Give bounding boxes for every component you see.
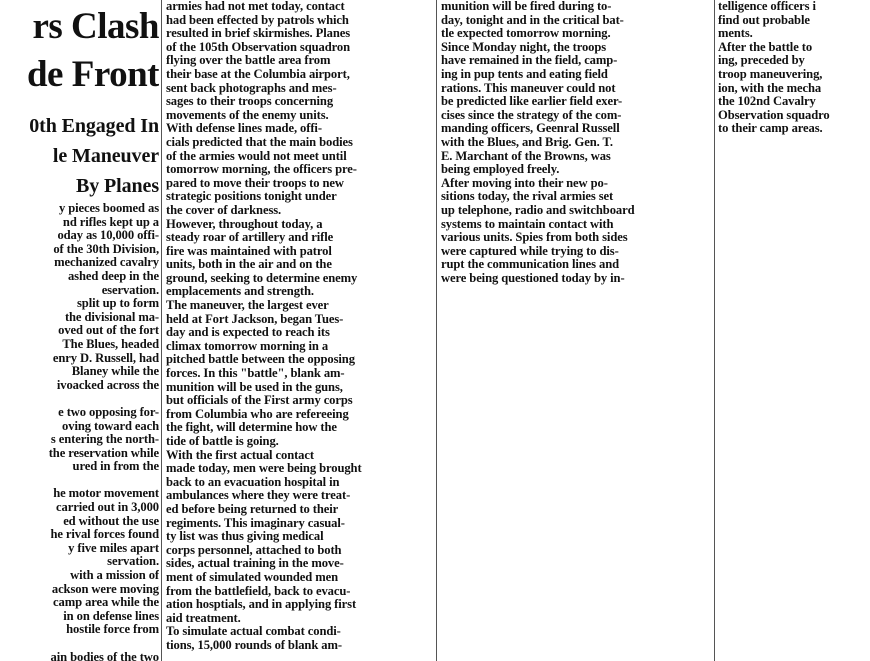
text-line: to their camp areas. [718,121,823,136]
text-line: telligence officers i [718,0,816,13]
text-line: emplacements and strength. [166,284,314,299]
text-line: servation. [107,554,159,569]
text-line: made today, men were being brought [166,461,362,476]
text-line: flying over the battle area from [166,53,331,68]
column-1-text [0,202,159,661]
text-line: their base at the Columbia airport, [166,66,350,81]
text-line: the 102nd Cavalry [718,94,816,109]
text-line: tomorrow morning, the officers pre- [166,162,357,177]
text-line: climax tomorrow morning in a [166,338,329,353]
text-line: but officials of the First army corps [166,393,353,408]
text-line: from the battlefield, back to evacu- [166,583,351,598]
text-line: the divisional ma- [64,309,159,324]
text-line: ty list was thus giving medical [166,529,324,544]
text-line: he motor movement [53,486,159,501]
column-4 [718,0,870,136]
text-line: munition will be fired during to- [441,0,612,13]
text-line: pitched battle between the opposing [166,352,355,367]
text-line: sitions today, the rival armies set [441,189,614,204]
deck-line-3: By Planes [76,175,159,197]
column-rule-3 [714,0,715,661]
text-line: be predicted like earlier field exer- [441,94,623,109]
text-line: To simulate actual combat condi- [166,624,341,639]
text-line: day, tonight and in the critical bat- [441,12,624,27]
text-line: the cover of darkness. [166,202,282,217]
text-line: Blaney while the [71,364,159,379]
text-line: cises since the strategy of the com- [441,107,622,122]
text-line: were being questioned today by in- [441,270,625,285]
text-line: with the Blues, and Brig. Gen. T. [441,134,613,149]
column-2 [166,0,432,653]
text-line: ed before being returned to their [166,501,339,516]
column-3 [441,0,712,285]
text-line: With the first actual contact [166,447,314,462]
text-line: oved out of the fort [58,323,159,338]
text-line: oving toward each [62,418,159,433]
text-line: the fight, will determine how the [166,420,337,435]
column-4-text [718,0,870,136]
text-line: armies had not met today, contact [166,0,345,13]
text-line [0,392,159,406]
text-line: ivoacked across the [56,377,159,392]
text-line: tions, 15,000 rounds of blank am- [166,637,342,652]
text-line: in on defense lines [63,608,159,623]
text-line: resulted in brief skirmishes. Planes [166,26,351,41]
text-line: cials predicted that the main bodies [166,134,353,149]
headline-line-1: rs Clash [32,6,159,47]
text-line: rupt the communication lines and [441,257,620,272]
deck-line-1: 0th Engaged In [29,115,159,137]
text-line: munition will be used in the guns, [166,379,343,394]
text-line: oday as 10,000 offi- [57,228,159,243]
text-line: of the 30th Division, [53,241,159,256]
text-line: mechanized cavalry [54,255,159,270]
text-line: day and is expected to reach its [166,325,330,340]
text-line: y pieces boomed as [59,201,159,215]
text-line: E. Marchant of the Browns, was [441,148,611,163]
text-line: carried out in 3,000 [56,500,159,515]
text-line: ion, with the mecha [718,80,822,95]
text-line: eservation. [101,282,159,297]
text-line [0,637,159,651]
text-line: steady roar of artillery and rifle [166,230,334,245]
text-line: ground, seeking to determine enemy [166,270,358,285]
column-2-text [166,0,432,653]
text-line: from Columbia who are refereeing [166,406,349,421]
text-line: tle expected tomorrow morning. [441,26,611,41]
text-line: fire was maintained with patrol [166,243,332,258]
text-line: Observation squadro [718,107,830,122]
text-line: held at Fort Jackson, began Tues- [166,311,344,326]
text-line: of the 105th Observation squadron [166,39,351,54]
text-line: ing, preceded by [718,53,805,68]
headline-line-2: de Front [26,54,159,95]
text-line: nd rifles kept up a [62,214,159,229]
text-line: enry D. Russell, had [52,350,159,365]
text-line: ackson were moving [51,581,159,596]
text-line: ments. [718,26,753,41]
text-line: ing in pup tents and eating field [441,66,608,81]
text-line: movements of the enemy units. [166,107,329,122]
text-line: he rival forces found [50,527,159,542]
text-line: However, throughout today, a [166,216,323,231]
text-line: rations. This maneuver could not [441,80,616,95]
deck-line-2: le Maneuver [52,145,159,167]
text-line: troop maneuvering, [718,66,823,81]
text-line: of the armies would not meet until [166,148,347,163]
text-line: had been effected by patrols which [166,12,349,27]
text-line: ain bodies of the two [50,649,159,661]
column-3-text [441,0,712,285]
text-line: camp area while the [53,595,159,610]
text-line: with a mission of [70,568,159,583]
text-line: back to an evacuation hospital in [166,474,340,489]
text-line: have remained in the field, camp- [441,53,618,68]
text-line: various units. Spies from both sides [441,230,628,245]
text-line: manding officers, Geenral Russell [441,121,620,136]
text-line: were captured while trying to dis- [441,243,619,258]
text-line: up telephone, radio and switchboard [441,202,635,217]
text-line: e two opposing for- [58,404,159,419]
text-line: ation hosptials, and in applying first [166,597,357,612]
column-1 [0,0,159,661]
text-line: the reservation while [48,445,159,460]
text-line: systems to maintain contact with [441,216,614,231]
text-line: aid treatment. [166,610,241,625]
text-line: strategic positions tonight under [166,189,337,204]
text-line: sages to their troops concerning [166,94,334,109]
text-line: s entering the north- [50,432,159,447]
text-line: ment of simulated wounded men [166,569,339,584]
text-line: After moving into their new po- [441,175,608,190]
text-line: Since Monday night, the troops [441,39,607,54]
text-line: ured in from the [72,459,159,474]
text-line: hostile force from [66,622,159,637]
column-rule-2 [436,0,437,661]
text-line: ashed deep in the [67,268,159,283]
text-line: With defense lines made, offi- [166,121,322,136]
text-line: being employed freely. [441,162,560,177]
text-line: The maneuver, the largest ever [166,298,329,313]
text-line: regiments. This imaginary casual- [166,515,345,530]
text-line: sent back photographs and mes- [166,80,337,95]
column-rule-1 [161,0,162,661]
text-line [0,474,159,488]
text-line: y five miles apart [68,540,159,555]
text-line: corps personnel, attached to both [166,542,342,557]
text-line: find out probable [718,12,810,27]
text-line: ed without the use [63,513,159,528]
text-line: pared to move their troops to new [166,175,344,190]
text-line: ambulances where they were treat- [166,488,351,503]
text-line: units, both in the air and on the [166,257,332,272]
text-line: forces. In this "battle", blank am- [166,366,345,381]
text-line: tide of battle is going. [166,434,279,448]
text-line: sides, actual training in the move- [166,556,344,571]
text-line: After the battle to [718,39,813,54]
text-line: The Blues, headed [62,336,159,351]
text-line: split up to form [76,296,159,311]
